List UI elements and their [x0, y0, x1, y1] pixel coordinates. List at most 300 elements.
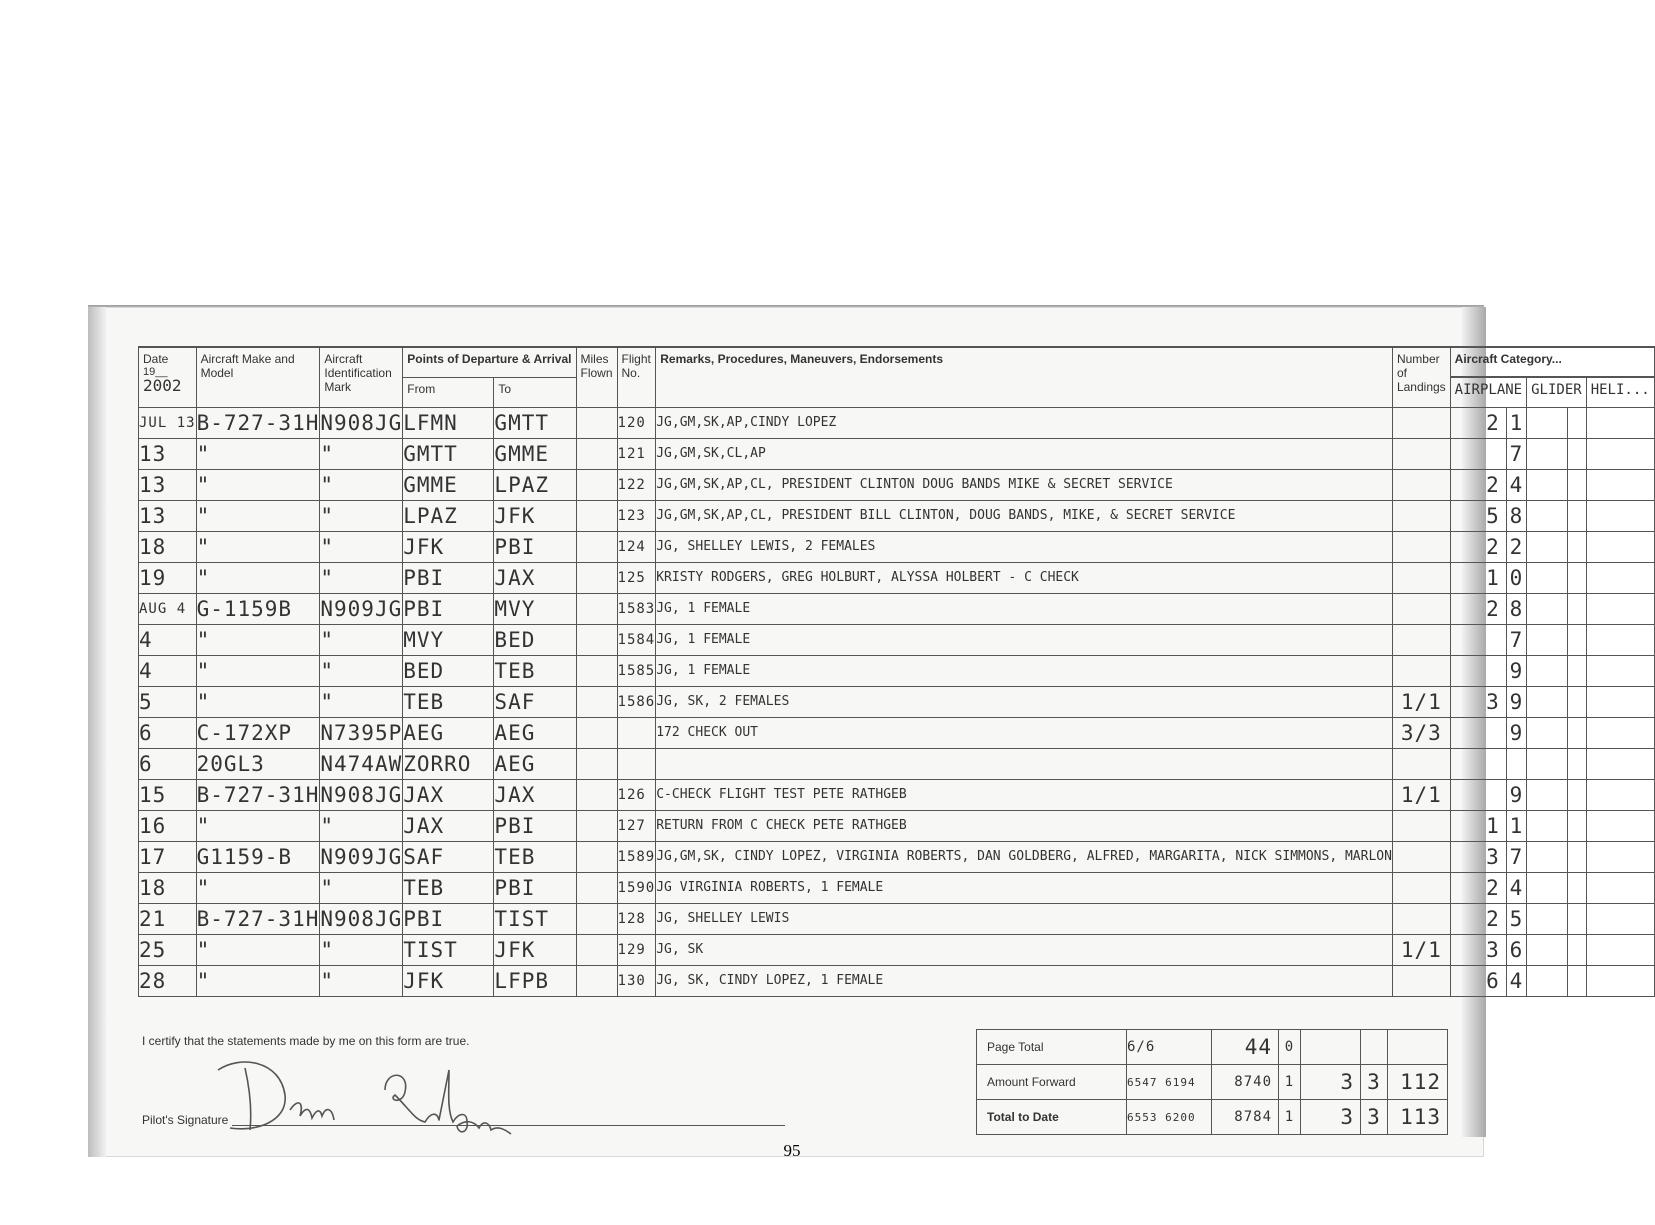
row-heli [1586, 872, 1654, 903]
flight-no-header: Flight No. [617, 347, 656, 407]
row-date: 28 [139, 965, 197, 996]
total-to-date-label: Total to Date [977, 1100, 1127, 1135]
row-heli [1586, 748, 1654, 779]
row-airplane-fraction: 1 [1506, 810, 1526, 841]
row-to: PBI [494, 531, 576, 562]
row-from: LFMN [403, 407, 494, 438]
row-flight-no [617, 717, 656, 748]
row-miles [576, 903, 617, 934]
row-miles [576, 531, 617, 562]
row-date: 18 [139, 872, 197, 903]
points-header: Points of Departure & Arrival [403, 347, 576, 377]
row-glider [1527, 965, 1568, 996]
total-to-date-airplane-fraction: 1 [1279, 1100, 1301, 1135]
row-glider-fraction [1568, 469, 1587, 500]
row-landings [1392, 748, 1450, 779]
row-aircraft-model: " [196, 438, 320, 469]
row-aircraft-model: 20GL3 [196, 748, 320, 779]
row-glider [1527, 779, 1568, 810]
row-aircraft-ident: N909JG [320, 841, 403, 872]
row-aircraft-model: " [196, 965, 320, 996]
row-miles [576, 593, 617, 624]
row-remarks: JG, 1 FEMALE [656, 655, 1393, 686]
row-airplane: 5 [1450, 500, 1506, 531]
row-remarks: JG, 1 FEMALE [656, 624, 1393, 655]
table-row [139, 841, 1655, 872]
flight-log-body [139, 407, 1655, 996]
row-glider-fraction [1568, 624, 1587, 655]
row-airplane-fraction [1506, 748, 1526, 779]
row-aircraft-model: " [196, 624, 320, 655]
row-miles [576, 655, 617, 686]
row-airplane: 2 [1450, 872, 1506, 903]
row-glider-fraction [1568, 655, 1587, 686]
row-aircraft-ident: N909JG [320, 593, 403, 624]
category-heli-label: HELI... [1586, 377, 1654, 407]
table-row [139, 624, 1655, 655]
row-flight-no: 128 [617, 903, 656, 934]
row-miles [576, 934, 617, 965]
table-row [139, 469, 1655, 500]
row-to: GMME [494, 438, 576, 469]
row-airplane: 3 [1450, 841, 1506, 872]
row-aircraft-model: B-727-31H [196, 779, 320, 810]
row-heli [1586, 903, 1654, 934]
row-heli [1586, 779, 1654, 810]
row-glider [1527, 686, 1568, 717]
row-flight-no [617, 748, 656, 779]
total-to-date-glider: 3 [1301, 1100, 1361, 1135]
row-to: BED [494, 624, 576, 655]
row-heli [1586, 934, 1654, 965]
row-flight-no: 121 [617, 438, 656, 469]
row-miles [576, 469, 617, 500]
row-glider [1527, 748, 1568, 779]
row-airplane-fraction: 0 [1506, 562, 1526, 593]
row-flight-no: 1590 [617, 872, 656, 903]
row-airplane-fraction: 8 [1506, 593, 1526, 624]
row-to: PBI [494, 872, 576, 903]
row-aircraft-ident: N908JG [320, 779, 403, 810]
table-row [139, 531, 1655, 562]
row-glider-fraction [1568, 500, 1587, 531]
row-landings [1392, 500, 1450, 531]
row-aircraft-ident: " [320, 500, 403, 531]
row-aircraft-ident: N474AW [320, 748, 403, 779]
row-flight-no: 126 [617, 779, 656, 810]
row-landings [1392, 810, 1450, 841]
row-aircraft-model: G-1159B [196, 593, 320, 624]
row-glider-fraction [1568, 934, 1587, 965]
row-date: 13 [139, 469, 197, 500]
row-glider [1527, 810, 1568, 841]
row-aircraft-model: " [196, 810, 320, 841]
row-aircraft-model: B-727-31H [196, 407, 320, 438]
row-aircraft-ident: N908JG [320, 407, 403, 438]
pilot-signature [210, 1050, 550, 1135]
page-edge-left [88, 307, 106, 1157]
row-miles [576, 562, 617, 593]
row-date: 6 [139, 748, 197, 779]
total-to-date-heli: 113 [1388, 1100, 1448, 1135]
row-glider [1527, 655, 1568, 686]
row-flight-no: 1586 [617, 686, 656, 717]
row-landings: 1/1 [1392, 686, 1450, 717]
row-airplane-fraction: 9 [1506, 686, 1526, 717]
row-glider [1527, 593, 1568, 624]
row-remarks: JG, SK, CINDY LOPEZ, 1 FEMALE [656, 965, 1393, 996]
row-glider-fraction [1568, 717, 1587, 748]
row-date: JUL 13 [139, 407, 197, 438]
row-aircraft-ident: " [320, 655, 403, 686]
row-from: JAX [403, 810, 494, 841]
certification-text: I certify that the statements made by me on this form are true. [142, 1034, 470, 1048]
row-aircraft-ident: N7395P [320, 717, 403, 748]
row-aircraft-ident: " [320, 934, 403, 965]
row-miles [576, 748, 617, 779]
row-miles [576, 872, 617, 903]
row-landings [1392, 531, 1450, 562]
row-heli [1586, 593, 1654, 624]
amount-forward-row [977, 1065, 1448, 1100]
row-landings [1392, 624, 1450, 655]
page-total-heli [1388, 1030, 1448, 1065]
flight-log-table [138, 346, 1655, 997]
row-heli [1586, 841, 1654, 872]
table-row [139, 686, 1655, 717]
row-from: SAF [403, 841, 494, 872]
page-total-landings: 6/6 [1127, 1030, 1212, 1065]
row-airplane-fraction: 7 [1506, 438, 1526, 469]
row-landings [1392, 965, 1450, 996]
amount-forward-landings: 6547 6194 [1127, 1065, 1212, 1100]
amount-forward-glider-fraction: 3 [1361, 1065, 1388, 1100]
row-aircraft-model: " [196, 872, 320, 903]
amount-forward-airplane: 8740 [1212, 1065, 1279, 1100]
row-remarks: 172 CHECK OUT [656, 717, 1393, 748]
row-airplane [1450, 438, 1506, 469]
row-glider-fraction [1568, 841, 1587, 872]
row-remarks: JG, SK [656, 934, 1393, 965]
row-aircraft-ident: " [320, 531, 403, 562]
row-airplane-fraction: 4 [1506, 469, 1526, 500]
row-glider [1527, 438, 1568, 469]
row-to: JAX [494, 562, 576, 593]
row-from: AEG [403, 717, 494, 748]
table-row [139, 965, 1655, 996]
row-to: GMTT [494, 407, 576, 438]
row-aircraft-ident: N908JG [320, 903, 403, 934]
row-from: JFK [403, 531, 494, 562]
row-heli [1586, 438, 1654, 469]
category-airplane-label: AIRPLANE [1450, 377, 1526, 407]
page-total-glider [1301, 1030, 1361, 1065]
row-glider-fraction [1568, 531, 1587, 562]
row-flight-no: 120 [617, 407, 656, 438]
make-model-header: Aircraft Make and Model [196, 347, 320, 407]
row-remarks: JG,GM,SK,AP,CL, PRESIDENT CLINTON DOUG BANDS MIKE & SECRET SERVICE [656, 469, 1393, 500]
row-from: JFK [403, 965, 494, 996]
row-glider-fraction [1568, 903, 1587, 934]
page-total-row [977, 1030, 1448, 1065]
row-remarks: JG, SK, 2 FEMALES [656, 686, 1393, 717]
row-miles [576, 717, 617, 748]
row-aircraft-ident: " [320, 810, 403, 841]
page-total-airplane: 44 [1212, 1030, 1279, 1065]
row-flight-no: 124 [617, 531, 656, 562]
row-glider [1527, 717, 1568, 748]
row-glider-fraction [1568, 810, 1587, 841]
row-from: JAX [403, 779, 494, 810]
row-to: JFK [494, 934, 576, 965]
row-landings: 1/1 [1392, 934, 1450, 965]
total-to-date-glider-fraction: 3 [1361, 1100, 1388, 1135]
total-to-date-landings: 6553 6200 [1127, 1100, 1212, 1135]
row-glider [1527, 934, 1568, 965]
row-glider-fraction [1568, 872, 1587, 903]
row-to: LPAZ [494, 469, 576, 500]
row-airplane [1450, 779, 1506, 810]
row-to: JAX [494, 779, 576, 810]
row-landings [1392, 593, 1450, 624]
row-glider-fraction [1568, 593, 1587, 624]
row-heli [1586, 407, 1654, 438]
row-landings [1392, 407, 1450, 438]
total-to-date-row [977, 1100, 1448, 1135]
table-row [139, 872, 1655, 903]
row-from: GMME [403, 469, 494, 500]
row-to: PBI [494, 810, 576, 841]
row-aircraft-model: G1159-B [196, 841, 320, 872]
row-from: MVY [403, 624, 494, 655]
row-flight-no: 1583 [617, 593, 656, 624]
row-airplane-fraction: 4 [1506, 872, 1526, 903]
row-remarks: JG,GM,SK, CINDY LOPEZ, VIRGINIA ROBERTS, DAN GOLDBERG, ALFRED, MARGARITA, NICK SIMMONS, MARLON [656, 841, 1393, 872]
row-heli [1586, 469, 1654, 500]
row-date: 13 [139, 500, 197, 531]
row-glider-fraction [1568, 438, 1587, 469]
row-from: LPAZ [403, 500, 494, 531]
row-to: JFK [494, 500, 576, 531]
row-aircraft-ident: " [320, 438, 403, 469]
row-airplane-fraction: 9 [1506, 717, 1526, 748]
table-row [139, 562, 1655, 593]
row-airplane-fraction: 9 [1506, 655, 1526, 686]
amount-forward-label: Amount Forward [977, 1065, 1127, 1100]
row-from: PBI [403, 593, 494, 624]
row-miles [576, 841, 617, 872]
row-airplane: 2 [1450, 593, 1506, 624]
row-date: 21 [139, 903, 197, 934]
row-from: TEB [403, 686, 494, 717]
row-to: SAF [494, 686, 576, 717]
row-flight-no: 1584 [617, 624, 656, 655]
row-landings [1392, 903, 1450, 934]
row-remarks: RETURN FROM C CHECK PETE RATHGEB [656, 810, 1393, 841]
totals-table [976, 1029, 1448, 1135]
page-total-label: Page Total [977, 1030, 1127, 1065]
row-from: TIST [403, 934, 494, 965]
row-remarks: JG,GM,SK,CL,AP [656, 438, 1393, 469]
row-heli [1586, 531, 1654, 562]
row-landings [1392, 872, 1450, 903]
row-flight-no: 1589 [617, 841, 656, 872]
row-to: AEG [494, 717, 576, 748]
total-to-date-airplane: 8784 [1212, 1100, 1279, 1135]
row-flight-no: 122 [617, 469, 656, 500]
row-remarks [656, 748, 1393, 779]
from-header: From [403, 377, 494, 407]
row-flight-no: 125 [617, 562, 656, 593]
row-airplane-fraction: 1 [1506, 407, 1526, 438]
row-airplane [1450, 624, 1506, 655]
row-glider [1527, 500, 1568, 531]
row-glider-fraction [1568, 965, 1587, 996]
row-airplane: 1 [1450, 810, 1506, 841]
row-miles [576, 779, 617, 810]
row-landings: 3/3 [1392, 717, 1450, 748]
category-header: Aircraft Category... [1450, 347, 1654, 377]
row-miles [576, 965, 617, 996]
row-flight-no: 123 [617, 500, 656, 531]
row-airplane-fraction: 6 [1506, 934, 1526, 965]
to-header: To [494, 377, 576, 407]
row-airplane [1450, 717, 1506, 748]
row-glider [1527, 903, 1568, 934]
table-row [139, 593, 1655, 624]
row-airplane: 3 [1450, 934, 1506, 965]
row-date: 5 [139, 686, 197, 717]
row-landings [1392, 841, 1450, 872]
row-date: 25 [139, 934, 197, 965]
row-miles [576, 686, 617, 717]
row-aircraft-model: " [196, 934, 320, 965]
row-heli [1586, 562, 1654, 593]
row-from: BED [403, 655, 494, 686]
row-airplane: 2 [1450, 531, 1506, 562]
table-row [139, 779, 1655, 810]
row-heli [1586, 717, 1654, 748]
row-glider-fraction [1568, 407, 1587, 438]
ident-header: Aircraft Identification Mark [320, 347, 403, 407]
date-header: Date 19__ 2002 [139, 347, 197, 407]
row-remarks: JG, SHELLEY LEWIS, 2 FEMALES [656, 531, 1393, 562]
row-airplane: 2 [1450, 407, 1506, 438]
row-airplane: 2 [1450, 469, 1506, 500]
row-airplane-fraction: 8 [1506, 500, 1526, 531]
row-from: GMTT [403, 438, 494, 469]
row-airplane-fraction: 7 [1506, 841, 1526, 872]
row-from: ZORRO [403, 748, 494, 779]
row-glider-fraction [1568, 686, 1587, 717]
amount-forward-airplane-fraction: 1 [1279, 1065, 1301, 1100]
row-glider [1527, 469, 1568, 500]
row-landings [1392, 655, 1450, 686]
row-glider [1527, 562, 1568, 593]
row-date: 4 [139, 624, 197, 655]
table-row [139, 810, 1655, 841]
row-airplane [1450, 655, 1506, 686]
row-to: TEB [494, 841, 576, 872]
row-landings [1392, 438, 1450, 469]
remarks-header: Remarks, Procedures, Maneuvers, Endorsements [656, 347, 1393, 407]
row-airplane-fraction: 9 [1506, 779, 1526, 810]
landings-header: Number of Landings [1392, 347, 1450, 407]
row-landings [1392, 469, 1450, 500]
row-remarks: C-CHECK FLIGHT TEST PETE RATHGEB [656, 779, 1393, 810]
row-miles [576, 500, 617, 531]
row-glider [1527, 407, 1568, 438]
row-glider [1527, 531, 1568, 562]
row-heli [1586, 500, 1654, 531]
row-flight-no: 127 [617, 810, 656, 841]
row-aircraft-ident: " [320, 965, 403, 996]
row-aircraft-ident: " [320, 686, 403, 717]
row-aircraft-model: " [196, 500, 320, 531]
row-aircraft-model: B-727-31H [196, 903, 320, 934]
row-to: MVY [494, 593, 576, 624]
category-glider-label: GLIDER [1527, 377, 1587, 407]
row-date: 6 [139, 717, 197, 748]
row-glider [1527, 841, 1568, 872]
row-airplane-fraction: 2 [1506, 531, 1526, 562]
row-airplane-fraction: 7 [1506, 624, 1526, 655]
row-landings [1392, 562, 1450, 593]
row-heli [1586, 965, 1654, 996]
row-aircraft-ident: " [320, 872, 403, 903]
row-remarks: JG,GM,SK,AP,CINDY LOPEZ [656, 407, 1393, 438]
page-total-airplane-fraction: 0 [1279, 1030, 1301, 1065]
row-date: 13 [139, 438, 197, 469]
pilot-signature-label: Pilot's Signature [142, 1113, 229, 1127]
row-date: 17 [139, 841, 197, 872]
row-airplane-fraction: 5 [1506, 903, 1526, 934]
amount-forward-heli: 112 [1388, 1065, 1448, 1100]
row-aircraft-model: C-172XP [196, 717, 320, 748]
row-to: TIST [494, 903, 576, 934]
amount-forward-glider: 3 [1301, 1065, 1361, 1100]
row-from: TEB [403, 872, 494, 903]
row-landings: 1/1 [1392, 779, 1450, 810]
table-row [139, 748, 1655, 779]
row-airplane-fraction: 4 [1506, 965, 1526, 996]
row-glider [1527, 872, 1568, 903]
row-aircraft-model: " [196, 469, 320, 500]
row-from: PBI [403, 562, 494, 593]
page-total-glider-fraction [1361, 1030, 1388, 1065]
row-aircraft-model: " [196, 531, 320, 562]
row-airplane: 6 [1450, 965, 1506, 996]
table-row [139, 717, 1655, 748]
row-to: TEB [494, 655, 576, 686]
row-glider-fraction [1568, 562, 1587, 593]
row-glider-fraction [1568, 748, 1587, 779]
row-aircraft-ident: " [320, 624, 403, 655]
row-airplane: 1 [1450, 562, 1506, 593]
row-aircraft-ident: " [320, 469, 403, 500]
row-remarks: KRISTY RODGERS, GREG HOLBURT, ALYSSA HOLBERT - C CHECK [656, 562, 1393, 593]
row-aircraft-model: " [196, 655, 320, 686]
row-aircraft-model: " [196, 686, 320, 717]
row-date: 15 [139, 779, 197, 810]
table-row [139, 407, 1655, 438]
row-remarks: JG, SHELLEY LEWIS [656, 903, 1393, 934]
row-to: AEG [494, 748, 576, 779]
row-heli [1586, 624, 1654, 655]
row-airplane: 3 [1450, 686, 1506, 717]
table-row [139, 903, 1655, 934]
row-date: AUG 4 [139, 593, 197, 624]
